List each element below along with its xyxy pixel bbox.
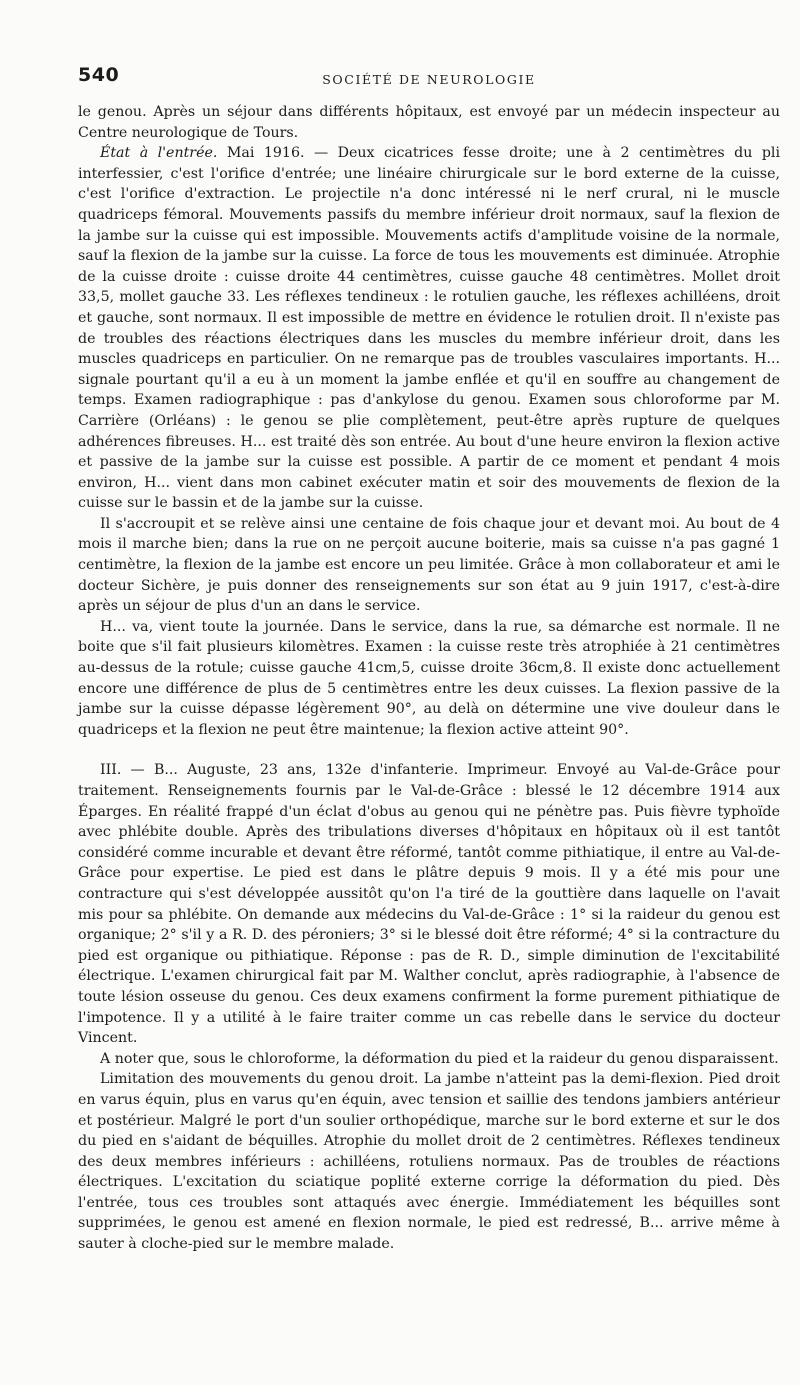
paragraph-continuation: le genou. Après un séjour dans différents hôpitaux, est envoyé par un médecin inspecteur au Centre neurologique de Tours.: [78, 104, 780, 141]
page-number: 540: [78, 64, 120, 86]
paragraph-text: Mai 1916. — Deux cicatrices fesse droite; une à 2 centimètres du pli interfessier, c'est l'orifice d'entrée; une linéaire chirurgicale sur le bord externe de la cuisse, c'est l'orifice d'extraction. Le projectile n'a donc intéressé ni le nerf crural, ni le muscle quadriceps fémoral. Mouvements passifs du membre inférieur droit normaux, sauf la flexion de la jambe sur la cuisse qui est impossible. Mouvements actifs d'amplitude voisine de la normale, sauf la flexion de la jambe sur la cuisse. La force de tous les mouvements est diminuée. Atrophie de la cuisse droite : cuisse droite 44 centimètres, cuisse gauche 48 centimètres. Mollet droit 33,5, mollet gauche 33. Les réflexes tendineux : le rotulien gauche, les réflexes achilléens, droit et gauche, sont normaux. Il est impossible de mettre en évidence le rotulien droit. Il n'existe pas de troubles des réactions électriques dans les muscles du membre inférieur droit, dans les muscles quadriceps en particulier. On ne remarque pas de troubles vasculaires importants. H... signale pourtant qu'il a eu à un moment la jambe enflée et qu'il en souffre au changement de temps. Examen radiographique : pas d'ankylose du genou. Examen sous chloroforme par M. Carrière (Orléans) : le genou se plie complètement, peut-être après rupture de quelques adhérences fibreuses. H... est traité dès son entrée. Au bout d'une heure environ la flexion active et passive de la jambe sur la cuisse est possible. A partir de ce moment et pendant 4 mois environ, H... vient dans mon cabinet exécuter matin et soir des mouvements de flexion de la cuisse sur le bassin et de la jambe sur la cuisse.: [78, 145, 780, 512]
paragraph-etat-entree: [78, 143, 780, 514]
page-header: [78, 58, 780, 102]
italic-lead: État à l'entrée.: [100, 145, 218, 162]
body-text: [78, 102, 780, 1255]
paragraph: Il s'accroupit et se relève ainsi une centaine de fois chaque jour et devant moi. Au bout de 4 mois il marche bien; dans la rue on ne perçoit aucune boiterie, mais sa cuisse n'a pas gagné 1 centimètre, la flexion de la jambe est encore un peu limitée. Grâce à mon collaborateur et ami le docteur Sichère, je puis donner des renseignements sur son état au 9 juin 1917, c'est-à-dire après un séjour de plus d'un an dans le service.: [78, 515, 780, 615]
paragraph: H... va, vient toute la journée. Dans le service, dans la rue, sa démarche est normale. Il ne boite que s'il fait plusieurs kilomètres. Examen : la cuisse reste très atrophiée à 21 centimètres au-dessus de la rotule; cuisse gauche 41cm,5, cuisse droite 36cm,8. Il existe donc actuellement encore une différence de plus de 5 centimètres entre les deux cuisses. La flexion passive de la jambe sur la cuisse dépasse légèrement 90°, au delà on détermine une vive douleur dans le quadriceps et la flexion ne peut être maintenue; la flexion active atteint 90°.: [78, 618, 780, 738]
paragraph: Limitation des mouvements du genou droit. La jambe n'atteint pas la demi-flexion. Pied droit en varus équin, plus en varus qu'en équin, avec tension et saillie des tendons jambiers antérieur et postérieur. Malgré le port d'un soulier orthopédique, marche sur le bord externe et sur le dos du pied en s'aidant de béquilles. Atrophie du mollet droit de 2 centimètres. Réflexes tendineux des deux membres inférieurs : achilléens, rotuliens normaux. Pas de troubles de réactions électriques. L'excitation du sciatique poplité externe corrige la déformation du pied. Dès l'entrée, tous ces troubles sont attaqués avec énergie. Immédiatement les béquilles sont supprimées, le genou est amené en flexion normale, le pied est redressé, B... arrive même à sauter à cloche-pied sur le membre malade.: [78, 1071, 780, 1253]
running-head: SOCIÉTÉ DE NEUROLOGIE: [322, 72, 536, 87]
case-three-paragraph: III. — B... Auguste, 23 ans, 132e d'infanterie. Imprimeur. Envoyé au Val-de-Grâce pour traitement. Renseignements fournis par le Val-de-Grâce : blessé le 12 décembre 1914 aux Éparges. En réalité frappé d'un éclat d'obus au genou qui ne pénètre pas. Puis fièvre typhoïde avec phlébite double. Après des tribulations diverses d'hôpitaux en hôpitaux où il est tantôt considéré comme incurable et devant être réformé, tantôt comme pithiatique, il entre au Val-de-Grâce pour expertise. Le pied est dans le plâtre depuis 9 mois. Il y a été mis pour une contracture qui s'est développée aussitôt qu'on l'a tiré de la gouttière dans laquelle on l'avait mis pour sa phlébite. On demande aux médecins du Val-de-Grâce : 1° si la raideur du genou est organique; 2° s'il y a R. D. des péroniers; 3° si le blessé doit être réformé; 4° si la contracture du pied est organique ou pithiatique. Réponse : pas de R. D., simple diminution de l'excitabilité électrique. L'examen chirurgical fait par M. Walther conclut, après radiographie, à l'absence de toute lésion osseuse du genou. Ces deux examens confirment la forme purement pithiatique de l'impotence. Il y a utilité à le faire traiter comme un cas rebelle dans le service du docteur Vincent.: [78, 762, 780, 1047]
paragraph: A noter que, sous le chloroforme, la déformation du pied et la raideur du genou disparaissent.: [100, 1050, 779, 1067]
document-page: [78, 58, 780, 1255]
